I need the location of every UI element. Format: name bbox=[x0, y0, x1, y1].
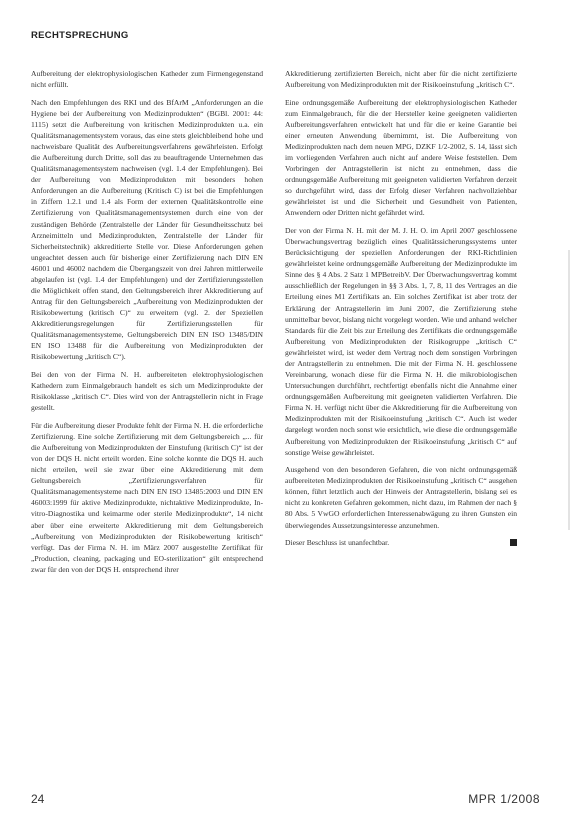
paragraph: Nach den Empfehlungen des RKI und des BfArM „Anforderungen an die Hygiene bei der Aufbereitung von Medizinprodukten“ (BGBl. 2001: 44: 1115) setzt die Aufbereitung von kritischen Medizinprodukten u.a. ein Qualitätsmanagementsystem voraus, das eine stets gleichbleibend hohe und nachweisbare Qualität des Aufbereitungsverfahrens gewährleisten. Erfolgt die Aufbereitung durch Dritte, soll das zu beauftragende Unternehmen das Qualitätsmanagementsystem nachweisen (vgl. 1.4 der Empfehlungen). Bei der Aufbereitung von Medizinprodukten mit besonders hohen Anforderungen an die Aufbereitung (Kritisch C) ist bei die Empfehlungen in Ziffern 1.2.1 und 1.4 als Form der externen Qualitätskontrolle eine Zertifizierung von Qualitätsmanagementsystemen durch eine von der zuständigen Behörde (Zentralstelle der Länder für Gesundheitsschutz bei Arzneimitteln und Medizinprodukten, Zentralstelle der Länder für Sicherheitstechnik) akkreditierte Stelle vor. Diese Anforderungen gehen ungeachtet dessen auch für bisherige einer Zertifizierung nach DIN EN 46001 und 46002 nachdem die Übergangszeit von drei Jahren mittlerweile abgelaufen ist (vgl. 1.4 der Empfehlungen) und der Zertifizierungsstellen die Möglichkeit offen stand, den Geltungsbereich ihrer Akkreditierung auf Antrag für den Geltungsbereich „Aufbereitung von Medizinprodukten der Risikobewertung (kritisch C)“ zu erweitern (vgl. 2. der Speziellen Akkreditierungsregelungen für Zertifizierungsstellen für Qualitätsmanagementsysteme, Geltungsbereich DIN EN ISO 13485/DIN EN ISO 13488 für die Aufbereitung von Medizinprodukten der Risikobewertung „kritisch C“). bbox=[31, 97, 263, 362]
page-number: 24 bbox=[31, 792, 45, 806]
paragraph: Akkreditierung zertifizierten Bereich, nicht aber für die nicht zertifizierte Aufbereitung von Medizinprodukten mit der Risikoeinstufung „kritisch C“. bbox=[285, 69, 517, 90]
end-of-article-mark bbox=[510, 539, 517, 546]
journal-issue: MPR 1/2008 bbox=[468, 792, 540, 806]
left-column bbox=[31, 68, 263, 581]
closing-paragraph bbox=[285, 537, 517, 548]
paragraph: Ausgehend von den besonderen Gefahren, die von nicht ordnungsgemäß aufbereiteten Medizinprodukten der Risikoeinstufung „kritisch C“ ausgehen können, führt letztlich auch der Hinweis der Antragstellerin, bislang sei es nicht zu konkreten Gefahren gekommen, nicht dazu, im Rahmen der nach § 80 Abs. 5 VwGO erforderlichen Interessenabwägung zu ihren Gunsten ein überwiegendes Aussetzungsinteresse anzunehmen. bbox=[285, 465, 517, 530]
paragraph: Für die Aufbereitung dieser Produkte fehlt der Firma N. H. die erforderliche Zertifizierung. Eine solche Zertifizierung mit dem Geltungsbereich „... für die Aufbereitung von Medizinprodukten der Einstufung (kritisch C)“ ist der von der DQS H. nicht erteilt worden. Eine solche konnte die DQS H. auch nicht erteilen, weil sie zwar über eine Akkreditierung mit dem Geltungsbereich „Zertifizierungsverfahren für Qualitätsmanagementsysteme nach DIN EN ISO 13485:2003 und DIN EN 46003:1999 für aktive Medizinprodukte, nichtaktive Medizinprodukte, In-vitro-Diagnostika und keimarme oder sterile Medizinprodukte“, 14 nicht aber über eine erweiterte Akkreditierung mit dem Geltungsbereich „Aufbereitung von Medizinprodukten der Risikobewertung kritisch“ verfügt. Das der Firma N. H. im März 2007 ausgestellte Zertifikat für „Production, cleaning, packaging und EO-sterilization“ gilt entsprechend zwar für den von der DQS H. entsprechend ihrer bbox=[31, 420, 263, 574]
right-column bbox=[285, 68, 517, 555]
section-header: RECHTSPRECHUNG bbox=[31, 30, 129, 41]
paragraph: Bei den von der Firma N. H. aufbereiteten elektrophysiologischen Kathedern zum Einmalgebrauch handelt es sich um Medizinprodukte der Risikoklasse „kritisch C“. Dies wird von der Antragstellerin nicht in Frage gestellt. bbox=[31, 370, 263, 413]
closing-text: Dieser Beschluss ist unanfechtbar. bbox=[285, 538, 390, 548]
paragraph: Aufbereitung der elektrophysiologischen Katheder zum Firmengegenstand nicht erfüllt. bbox=[31, 69, 263, 90]
paragraph: Eine ordnungsgemäße Aufbereitung der elektrophysiologischen Katheder zum Einmalgebrauch, für die der Hersteller keine geeigneten validierten Aufbereitungsverfahren entwickelt hat und für die er keine Garantie bei einer erneuten Anwendung übernimmt, ist. Die Aufbereitung von Medizinprodukten nach dem neuen MPG, DZKF 1/2-2002, S. 14, lässt sich im vorliegenden Verfahren auch nicht auf andere Weise feststellen. Dem Vorbringen der Antragstellerin ist nicht zu entnehmen, dass die ordnungsgemäße Aufbereitung mit geeigneten validierten Verfahren derzeit so durchgeführt wird, dass der Erfolg dieser Verfahren nachvollziehbar gewährleistet ist und die Sicherheit und Gesundheit von Patienten, Anwendern oder Dritten nicht gefährdet wird. bbox=[285, 97, 517, 218]
paragraph: Der von der Firma N. H. mit der M. J. H. O. im April 2007 geschlossene Überwachungsvertrag bezüglich eines Qualitätssicherungssystems unter Berücksichtigung der speziellen Anforderungen der RKI-Richtlinien gewährleistet keine ordnungsgemäße Aufbereitung der Medizinprodukte im Sinne des § 4 Abs. 2 Satz 1 MPBetreibV. Der Überwachungsvertrag kommt ausschließlich der Regelungen in §§ 3 Abs. 1, 7, 8, 11 des Vertrages an die Erteilung eines M1 Zertifikats an. Ein solches Zertifikat ist aber trotz der Erklärung der Antragstellerin im Juni 2007, die Zertifizierung stehe unmittelbar bevor, bislang nicht vorgelegt worden. Wie und anhand welcher Standards für die Zeit bis zur Erteilung des Zertifikats die ordnungsgemäße Aufbereitung von Medizinprodukten der Risikogruppe „kritisch C“ gewährleistet wird, ist weder dem Vertrag noch dem sonstigen Vorbringen der Antragstellerin zu entnehmen. Die mit der Firma N. H. geschlossene Vereinbarung, wonach diese für die Firma N. H. die mikrobiologischen Untersuchungen durchführt, rechtfertigt ebenfalls nicht die Annahme einer ordnungsgemäßen Aufbereitung mit geeigneten validierten Verfahren. Die Firma N. H. verfügt nicht über die Akkreditierung für die Aufbereitung von Medizinprodukten mit der Risikoeinstufung „kritisch C“. Auch ist weder dargelegt worden noch sonst wie ersichtlich, wie diese die ordnungsgemäße Aufbereitung von Medizinprodukten der Risikoeinstufung „kritisch C“ auf sonstige Weise gewährleistet. bbox=[285, 226, 517, 457]
